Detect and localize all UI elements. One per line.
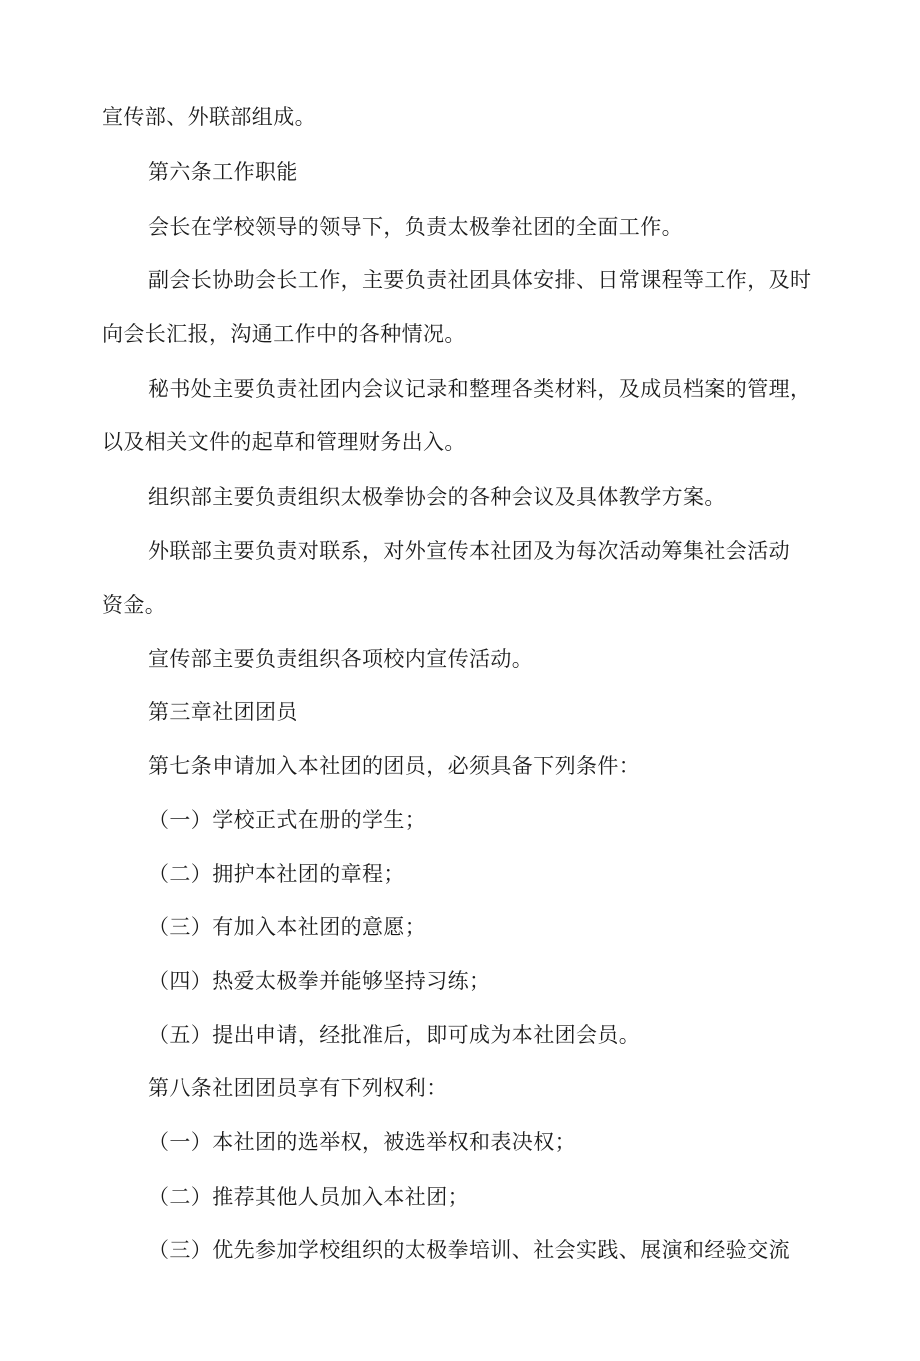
text-line: 资金。	[102, 593, 167, 617]
list-item: （三）有加入本社团的意愿；	[148, 915, 427, 939]
article-heading: 第七条申请加入本社团的团员，必须具备下列条件：	[148, 754, 641, 778]
text-line: 向会长汇报，沟通工作中的各种情况。	[102, 322, 466, 346]
text-line: 以及相关文件的起草和管理财务出入。	[102, 430, 466, 454]
list-item: （三）优先参加学校组织的太极拳培训、社会实践、展演和经验交流	[148, 1238, 790, 1262]
list-item: （四）热爱太极拳并能够坚持习练；	[148, 969, 491, 993]
text-line: 组织部主要负责组织太极拳协会的各种会议及具体教学方案。	[148, 485, 726, 509]
list-item: （二）拥护本社团的章程；	[148, 862, 405, 886]
text-line: 会长在学校领导的领导下，负责太极拳社团的全面工作。	[148, 215, 683, 239]
list-item: （五）提出申请，经批准后，即可成为本社团会员。	[148, 1023, 641, 1047]
article-heading: 第八条社团团员享有下列权利：	[148, 1076, 448, 1100]
list-item: （二）推荐其他人员加入本社团；	[148, 1185, 469, 1209]
list-item: （一）本社团的选举权，被选举权和表决权；	[148, 1130, 576, 1154]
text-line: 副会长协助会长工作，主要负责社团具体安排、日常课程等工作，及时	[148, 268, 812, 292]
chapter-heading: 第三章社团团员	[148, 700, 298, 724]
article-heading: 第六条工作职能	[148, 160, 298, 184]
text-line: 宣传部主要负责组织各项校内宣传活动。	[148, 647, 534, 671]
text-line: 秘书处主要负责社团内会议记录和整理各类材料，及成员档案的管理，	[148, 377, 812, 401]
text-line: 外联部主要负责对联系，对外宣传本社团及为每次活动筹集社会活动	[148, 539, 790, 563]
list-item: （一）学校正式在册的学生；	[148, 808, 427, 832]
text-line: 宣传部、外联部组成。	[102, 105, 316, 129]
